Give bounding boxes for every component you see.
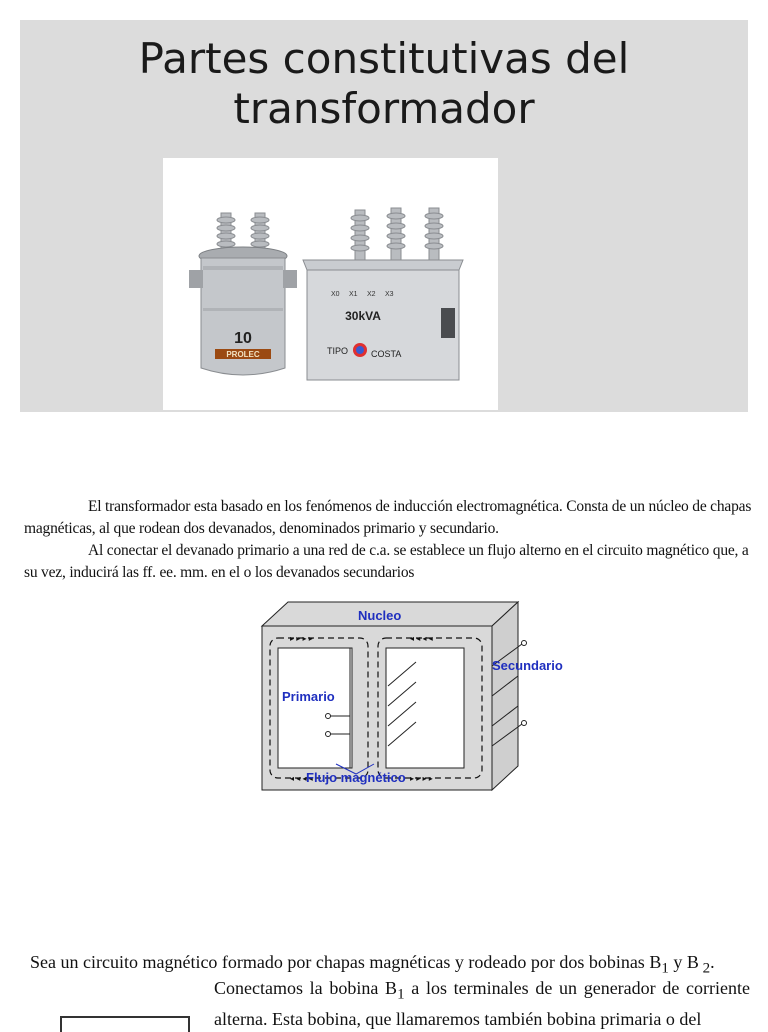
transformer-photo [163,158,498,410]
slide-panel [20,20,748,412]
right-costa: COSTA [371,349,402,359]
paragraph-connect [214,976,750,1031]
paragraph-circuit-end: . [710,952,715,972]
subscript-b1: 1 [661,960,669,977]
right-tipo: TIPO [327,346,349,356]
svg-text:▸ ▸ ▸ ▸: ▸ ▸ ▸ ▸ [410,774,433,783]
paragraph-connect-start: Conectamos la bobina B [214,978,398,998]
left-unit-number: 10 [234,330,252,347]
label-primario: Primario [282,689,335,704]
label-flujo: Flujo magnético [306,770,406,785]
paragraph-intro-text: El transformador esta basado en los fenómenos de inducción electromagnética. Consta de un núcleo de chapas magnéticas, al que rodean dos devanados, denominados primario y secundario. [24,498,752,537]
paragraph-connect-end: a los terminales de un generador de corriente alterna. Esta bobina, que llamaremos también bobina primaria o del [214,978,751,1029]
transformer-illustration [163,158,498,410]
label-secundario: Secundario [492,658,563,673]
coil-figure-fragment [60,1016,190,1032]
terminal-x0: X0 [331,291,340,298]
svg-text:▸ ▸ ▸ ▸: ▸ ▸ ▸ ▸ [290,634,313,643]
paragraph-circuit-text: Sea un circuito magnético formado por chapas magnéticas y rodeado por dos bobinas B [30,952,662,972]
svg-text:◂ ◂ ◂ ◂: ◂ ◂ ◂ ◂ [290,774,313,783]
left-transformer [189,213,297,375]
terminal-x1: X1 [349,291,358,298]
svg-text:◂ ◂ ◂ ◂: ◂ ◂ ◂ ◂ [410,634,433,643]
label-nucleo: Nucleo [358,608,402,623]
right-transformer [303,208,463,380]
slide-title: Partes constitutivas del transformador [138,34,630,133]
terminal-x2: X2 [367,291,376,298]
paragraph-intro [24,496,752,540]
paragraph-flux [24,540,752,584]
subscript-b1-connect: 1 [397,986,405,1003]
paragraph-circuit-mid: y B [668,952,699,972]
terminal-x3: X3 [385,291,394,298]
transformer-core-diagram [250,596,590,796]
subscript-b2: 2 [698,960,711,977]
right-rating: 30kVA [345,309,381,323]
paragraph-flux-text: Al conectar el devanado primario a una red de c.a. se establece un flujo alterno en el circuito magnético que, a su vez, inducirá las ff. ee. mm. en el o los devanados secundarios [24,542,749,581]
left-brand: PROLEC [226,350,260,359]
